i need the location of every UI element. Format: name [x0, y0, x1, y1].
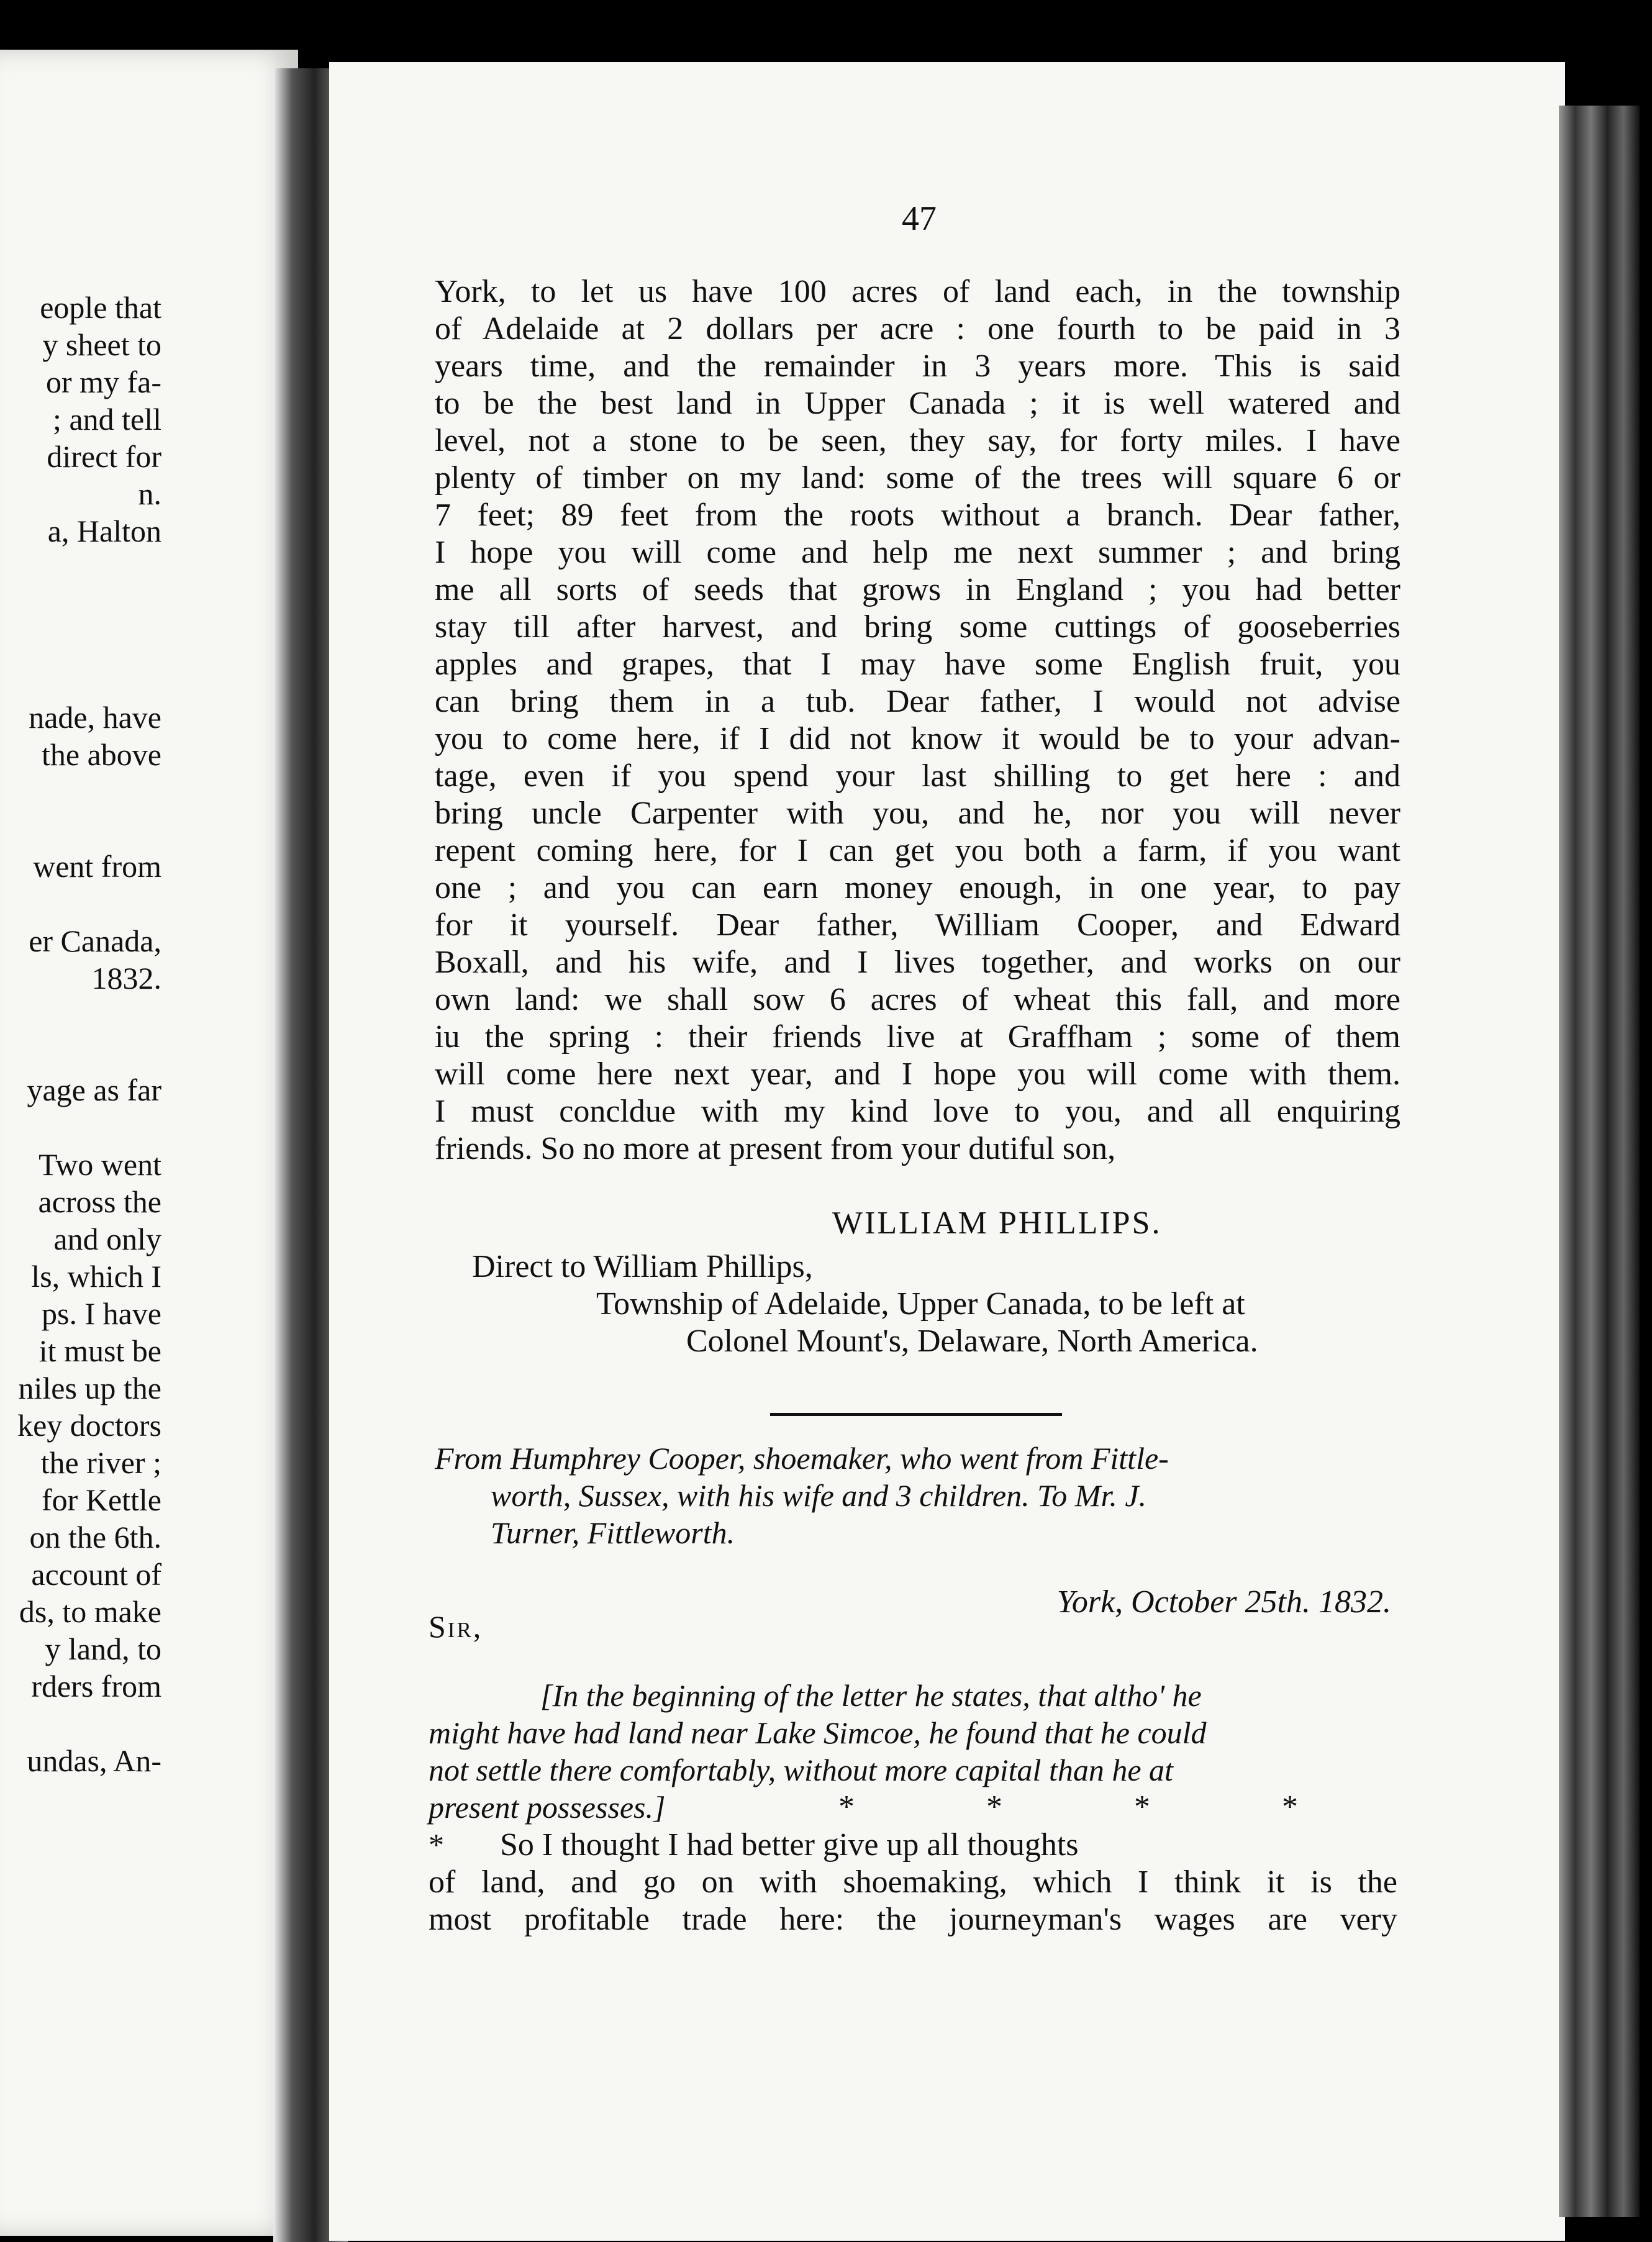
continuation-line: of land, and go on with shoemaking, which I think it is the: [429, 1864, 1397, 1900]
letter-line: years time, and the remainder in 3 years more. This is said: [435, 348, 1400, 384]
note-line: might have had land near Lake Simcoe, he found that he could: [429, 1715, 1207, 1750]
continuation-line: [429, 1826, 1397, 1864]
left-page-line: [0, 1705, 161, 1742]
intro-line: worth, Sussex, with his wife and 3 children. To Mr. J.: [491, 1478, 1147, 1513]
asterisk: *: [986, 1789, 1002, 1825]
letter-line: own land: we shall sow 6 acres of wheat this fall, and more: [435, 982, 1400, 1017]
left-page-line: [0, 624, 161, 661]
left-page-text: [0, 289, 161, 1779]
asterisk: *: [429, 1827, 444, 1862]
address-line: Direct to William Phillips,: [472, 1249, 813, 1284]
left-page-line: ds, to make: [19, 1594, 161, 1629]
letter-line: plenty of timber on my land: some of the trees will square 6 or: [435, 460, 1400, 496]
left-page-line: ps. I have: [42, 1296, 161, 1331]
dateline: York, October 25th. 1832.: [1056, 1584, 1391, 1620]
left-page-line: nade, have: [29, 700, 161, 735]
letter-line: one ; and you can earn money enough, in one year, to pay: [435, 870, 1400, 905]
letter-body: [435, 273, 1400, 1168]
asterisk: *: [1134, 1789, 1150, 1825]
left-page-line: [0, 773, 161, 810]
left-page-line: 1832.: [91, 961, 161, 996]
left-page-line: undas, An-: [27, 1743, 161, 1778]
left-page-line: [0, 587, 161, 624]
continuation-line: most profitable trade here: the journeyman's wages are very: [429, 1902, 1397, 1937]
letter-line: friends. So no more at present from your dutiful son,: [435, 1131, 1116, 1166]
ellipsis-asterisks: [838, 1789, 1298, 1825]
note-line: present possesses.]: [429, 1790, 666, 1825]
left-page-line: for Kettle: [42, 1482, 161, 1517]
left-page-line: key doctors: [17, 1408, 161, 1443]
left-page-line: y land, to: [45, 1632, 161, 1666]
asterisk: *: [1282, 1789, 1298, 1825]
letter-line: Boxall, and his wife, and I lives together, and works on our: [435, 945, 1400, 980]
left-page-line: eople that: [40, 290, 161, 325]
intro-line: From Humphrey Cooper, shoemaker, who went from Fittle-: [435, 1441, 1169, 1476]
continuation-text: So I thought I had better give up all thoughts: [500, 1827, 1079, 1863]
left-page-line: went from: [33, 849, 161, 884]
page-number: 47: [902, 199, 937, 238]
address-line: Township of Adelaide, Upper Canada, to be left at: [596, 1286, 1245, 1322]
note-line: [In the beginning of the letter he states, that altho' he: [540, 1678, 1202, 1713]
left-page-line: niles up the: [18, 1371, 161, 1405]
letter-line: I hope you will come and help me next summer ; and bring: [435, 535, 1400, 570]
left-page-line: [0, 1034, 161, 1071]
left-page-line: ; and tell: [53, 402, 161, 437]
salutation: Sir,: [429, 1609, 483, 1644]
left-page-line: across the: [38, 1184, 161, 1219]
left-page-line: [0, 661, 161, 699]
letter-line: 7 feet; 89 feet from the roots without a branch. Dear father,: [435, 497, 1400, 533]
letter-line: me all sorts of seeds that grows in England ; you had better: [435, 572, 1400, 607]
left-page-line: and only: [53, 1222, 161, 1256]
left-page-line: er Canada,: [29, 924, 161, 958]
left-page-line: a, Halton: [47, 514, 161, 548]
signature: WILLIAM PHILLIPS.: [832, 1205, 1162, 1241]
letter-line: bring uncle Carpenter with you, and he, nor you will never: [435, 796, 1400, 831]
letter-line: to be the best land in Upper Canada ; it is well watered and: [435, 386, 1400, 421]
address-line: Colonel Mount's, Delaware, North America.: [686, 1323, 1258, 1359]
letter-line: you to come here, if I did not know it would be to your advan-: [435, 721, 1400, 756]
left-page-line: [0, 997, 161, 1034]
left-page-line: or my fa-: [45, 365, 161, 399]
letter-continuation: [429, 1826, 1397, 1938]
letter-line: level, not a stone to be seen, they say, for forty miles. I have: [435, 423, 1400, 458]
left-page-line: rders from: [31, 1669, 161, 1704]
letter-line: will come here next year, and I hope you will come with them.: [435, 1056, 1400, 1092]
letter-line: repent coming here, for I can get you both a farm, if you want: [435, 833, 1400, 868]
left-page-line: [0, 1109, 161, 1146]
left-page-line: [0, 550, 161, 587]
left-page-line: n.: [138, 476, 161, 511]
left-page-line: it must be: [39, 1333, 161, 1368]
letter-intro: [435, 1440, 1400, 1551]
left-page-line: the above: [42, 737, 161, 772]
letter-line: York, to let us have 100 acres of land each, in the township: [435, 274, 1400, 309]
letter-line: tage, even if you spend your last shilling to get here : and: [435, 758, 1400, 794]
page-edges: [1559, 106, 1640, 2217]
letter-line: apples and grapes, that I may have some English fruit, you: [435, 647, 1400, 682]
left-page-line: ls, which I: [31, 1259, 161, 1294]
letter-line: I must concldue with my kind love to you, and all enquiring: [435, 1094, 1400, 1129]
asterisk: *: [838, 1789, 855, 1825]
left-page-line: account of: [31, 1557, 161, 1592]
left-page-line: the river ;: [40, 1445, 161, 1480]
intro-line: Turner, Fittleworth.: [491, 1515, 735, 1550]
left-page-line: on the 6th.: [29, 1520, 161, 1554]
letter-line: stay till after harvest, and bring some cuttings of gooseberries: [435, 609, 1400, 645]
letter-line: for it yourself. Dear father, William Cooper, and Edward: [435, 907, 1400, 943]
address-block: [472, 1248, 1400, 1360]
left-page-line: [0, 810, 161, 848]
left-page-line: y sheet to: [42, 327, 161, 362]
left-page-line: [0, 885, 161, 922]
letter-line: iu the spring : their friends live at Graffham ; some of them: [435, 1019, 1400, 1055]
letter-line: of Adelaide at 2 dollars per acre : one fourth to be paid in 3: [435, 311, 1400, 347]
left-page-line: Two went: [39, 1147, 161, 1182]
left-page-line: direct for: [47, 439, 161, 474]
section-divider: [770, 1413, 1062, 1416]
letter-line: can bring them in a tub. Dear father, I would not advise: [435, 684, 1400, 719]
note-line: not settle there comfortably, without more capital than he at: [429, 1753, 1173, 1787]
left-page-line: yage as far: [27, 1073, 161, 1107]
